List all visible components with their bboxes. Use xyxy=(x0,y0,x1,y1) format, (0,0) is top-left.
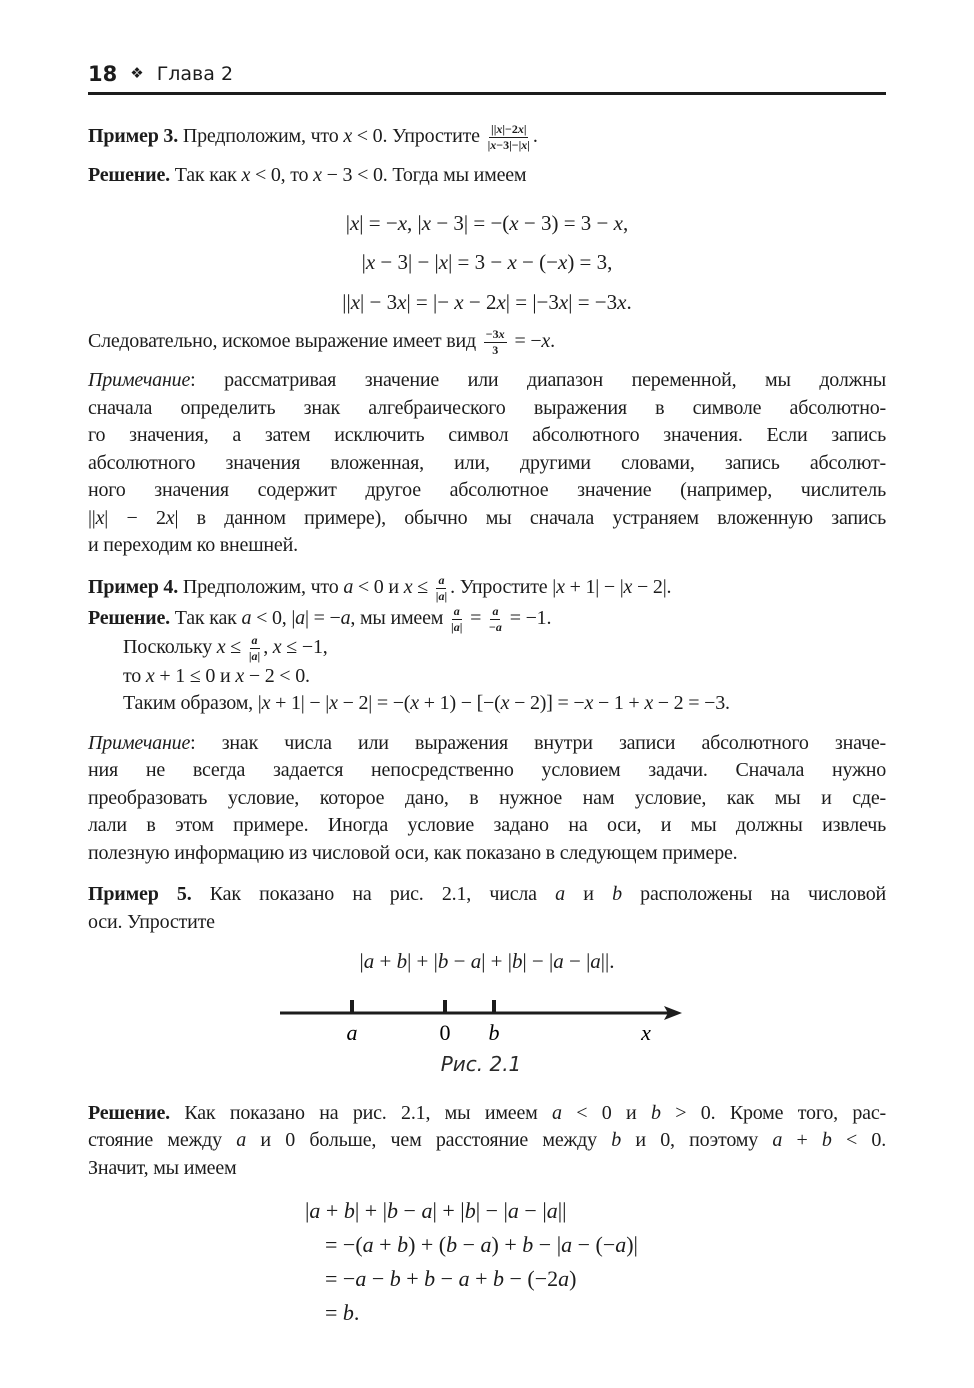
text-segment: Как показано на рис. 2.1, числа xyxy=(191,883,556,905)
text-segment: : рассматривая значение или диапазон переменной, мы должны xyxy=(190,369,886,391)
text-segment: Значит, мы имеем xyxy=(88,1156,237,1179)
text-segment: . xyxy=(532,125,538,148)
fraction-denominator: |a| xyxy=(435,588,448,603)
text-segment: полезную информацию из числовой оси, как показано в следующем примере. xyxy=(88,841,738,864)
text-segment: го значения, а затем исключить символ абсолютного значения. Если запись xyxy=(88,424,886,446)
text-line xyxy=(88,395,886,423)
example5-statement xyxy=(88,881,886,936)
fraction-numerator: −3x xyxy=(485,327,505,341)
example3-conclusion xyxy=(88,328,886,357)
text-segment: − 2 < 0. xyxy=(244,664,310,687)
text-line xyxy=(88,450,886,478)
equation-line: = b. xyxy=(325,1300,360,1325)
inline-fraction xyxy=(484,328,507,357)
number-line-figure xyxy=(280,996,682,1048)
inline-fraction xyxy=(436,574,447,603)
text-line xyxy=(88,730,886,758)
text-segment: > 0. Кроме того, рас- xyxy=(660,1101,886,1124)
fraction-denominator: |x−3|−|x| xyxy=(487,138,530,152)
text-segment: |a| = −a xyxy=(291,606,351,629)
fraction-numerator: ||x|−2x| xyxy=(491,122,527,136)
page-header xyxy=(88,62,886,86)
text-segment: в данном примере), обычно мы сначала устраняем вложенную запись xyxy=(196,506,886,529)
text-segment: < 0. Упростите xyxy=(352,125,485,148)
text-segment: = −1. xyxy=(504,606,552,629)
note-1 xyxy=(88,367,886,560)
text-segment: преобразовать условие, которое дано, в нужное нам условие, как мы и сде- xyxy=(88,786,886,809)
text-segment: ния не всегда задается непосредственно условием задачи. Сначала нужно xyxy=(88,759,886,781)
text-segment: стояние между xyxy=(88,1129,237,1151)
page-number: 18 xyxy=(88,62,118,86)
fraction-denominator: 3 xyxy=(492,343,499,357)
inline-fraction xyxy=(249,634,260,663)
text-segment: Решение. xyxy=(88,164,170,186)
text-segment: b xyxy=(612,883,622,905)
text-segment: и xyxy=(564,883,613,905)
example4-solution-line-1 xyxy=(88,605,886,634)
text-segment: Предположим, что xyxy=(178,125,344,148)
text-line xyxy=(88,757,886,785)
label-x-axis: x xyxy=(641,1019,651,1045)
text-segment: Примечание xyxy=(88,369,191,391)
equation-line: |x − 3| − |x| = 3 − x − (−x) = 3, xyxy=(361,250,613,274)
text-segment: < 0, то xyxy=(250,164,314,186)
example5-final-equations xyxy=(305,1194,886,1330)
text-segment: и 0, поэтому xyxy=(621,1129,773,1151)
text-segment: и 0 больше, чем расстояние между xyxy=(246,1129,612,1151)
example3-statement xyxy=(88,123,886,152)
label-a: a xyxy=(346,1019,358,1045)
example5-equation-block xyxy=(88,948,886,976)
text-segment: то xyxy=(123,664,146,687)
text-segment: x xyxy=(216,635,226,658)
inline-fraction xyxy=(489,605,502,634)
fraction-numerator: a xyxy=(438,572,445,587)
text-segment: Предположим, что xyxy=(178,575,344,598)
text-segment: + 1 ≤ 0 и xyxy=(154,664,236,687)
equation-line: |a + b| + |b − a| + |b| − |a − |a||. xyxy=(359,949,615,973)
fraction-numerator: a xyxy=(492,603,499,618)
equation-line: ||x| − 3x| = |− x − 2x| = |−3x| = −3x. xyxy=(342,289,632,314)
text-segment: лали в этом примере. Иногда условие задано на оси, и мы должны извлечь xyxy=(88,814,886,836)
text-segment: ≤ −1, xyxy=(281,635,328,658)
text-segment: a xyxy=(555,883,565,905)
text-segment: Решение. xyxy=(88,1101,170,1124)
text-segment: < 0 и xyxy=(561,1101,651,1124)
label-b: b xyxy=(488,1019,500,1045)
text-segment: ≤ xyxy=(225,635,246,658)
text-segment: x xyxy=(272,635,282,658)
text-segment: Пример 3. xyxy=(88,125,179,148)
example4-solution-line-4 xyxy=(88,690,886,718)
text-segment: = xyxy=(465,606,487,629)
text-segment: сначала определить знак алгебраического выражения в символе абсолютно- xyxy=(88,396,886,419)
text-segment: < 0 и xyxy=(353,575,404,598)
text-segment: a xyxy=(241,606,252,629)
example5-solution xyxy=(88,1100,886,1183)
figure-2-1 xyxy=(280,996,682,1076)
example4-solution-line-2 xyxy=(88,634,886,663)
text-segment: a xyxy=(552,1101,562,1124)
text-segment: |x + 1| − |x − 2|. xyxy=(552,575,672,598)
text-line xyxy=(88,881,886,909)
note-2 xyxy=(88,730,886,868)
fraction-denominator: −a xyxy=(489,619,502,634)
inline-fraction xyxy=(451,605,462,634)
text-line xyxy=(88,532,886,560)
text-line xyxy=(88,909,886,937)
text-segment: , мы имеем xyxy=(350,606,449,629)
fraction-numerator: a xyxy=(251,632,258,647)
equation-line: |a + b| + |b − a| + |b| − |a − |a|| xyxy=(305,1198,567,1223)
inline-fraction xyxy=(488,123,530,152)
text-segment: x xyxy=(235,664,245,687)
text-line xyxy=(88,477,886,505)
chapter-title: Глава 2 xyxy=(156,63,234,85)
text-segment: расположены на числовой xyxy=(621,883,886,905)
text-segment: |x + 1| − |x − 2| = −(x + 1) − [−(x − 2)] = −x − 1 + x − 2 = −3. xyxy=(257,692,730,714)
text-segment: Так как xyxy=(169,606,242,629)
equation-line: = −(a + b) + (b − a) + b − |a − (−a)| xyxy=(325,1232,638,1257)
text-line xyxy=(88,1100,886,1128)
figure-caption: Рис. 2.1 xyxy=(440,1051,522,1076)
text-segment: Примечание xyxy=(88,731,191,754)
text-segment: оси. Упростите xyxy=(88,910,215,933)
example4-statement xyxy=(88,574,886,603)
text-segment: − 3 < 0. Тогда мы имеем xyxy=(321,164,527,186)
text-line xyxy=(88,812,886,840)
text-segment: Решение. xyxy=(88,606,170,629)
text-segment: Поскольку xyxy=(123,635,217,658)
equation-line: = −a − b + b − a + b − (−2a) xyxy=(325,1266,577,1291)
text-line xyxy=(88,1155,886,1183)
text-segment: b xyxy=(651,1101,661,1124)
text-segment: и переходим ко внешней. xyxy=(88,534,298,556)
text-segment: a xyxy=(236,1129,247,1151)
text-segment: : знак числа или выражения внутри записи абсолютного значе- xyxy=(190,731,886,754)
text-segment: Пример 5. xyxy=(88,883,192,905)
label-zero: 0 xyxy=(439,1019,451,1045)
text-line xyxy=(88,840,886,868)
text-segment: . Упростите xyxy=(450,575,553,598)
text-segment: Пример 4. xyxy=(88,575,179,598)
text-segment: Так как xyxy=(169,164,242,186)
text-segment: x xyxy=(313,164,322,186)
text-segment: a + b xyxy=(772,1129,832,1151)
text-segment: Следовательно, искомое выражение имеет вид xyxy=(88,330,481,353)
text-segment: x xyxy=(343,125,352,148)
text-segment: x xyxy=(145,664,155,687)
text-line xyxy=(88,422,886,450)
text-segment: < 0. xyxy=(831,1129,887,1151)
text-segment: ного значения содержит другое абсолютное значение (например, числитель xyxy=(88,479,886,501)
text-segment: a xyxy=(343,575,354,598)
ornament-icon: ❖ xyxy=(130,64,144,82)
example3-solution-intro xyxy=(88,162,886,190)
text-line xyxy=(88,367,886,395)
text-segment: абсолютного значения вложенная, или, другими словами, запись абсолют- xyxy=(88,451,886,474)
text-line xyxy=(88,505,886,533)
example3-equations xyxy=(88,210,886,317)
text-line xyxy=(88,785,886,813)
text-segment: x xyxy=(403,575,413,598)
text-segment: Как показано на рис. 2.1, мы имеем xyxy=(169,1101,553,1124)
fraction-denominator: |a| xyxy=(451,619,463,634)
text-segment: = −x. xyxy=(509,330,555,353)
text-segment: ||x| − 2x| xyxy=(88,506,197,529)
header-rule xyxy=(88,92,886,95)
example4-solution-line-3 xyxy=(88,663,886,691)
text-segment: < 0, xyxy=(251,606,292,629)
fraction-denominator: |a| xyxy=(248,648,261,663)
text-segment: x xyxy=(241,164,251,186)
text-segment: ≤ xyxy=(412,575,433,598)
text-segment: Таким образом, xyxy=(123,692,258,714)
fraction-numerator: a xyxy=(453,603,460,618)
text-line xyxy=(88,1127,886,1155)
text-segment: b xyxy=(611,1129,622,1151)
text-segment: , xyxy=(263,635,273,658)
equation-line: |x| = −x, |x − 3| = −(x − 3) = 3 − x, xyxy=(345,210,629,235)
